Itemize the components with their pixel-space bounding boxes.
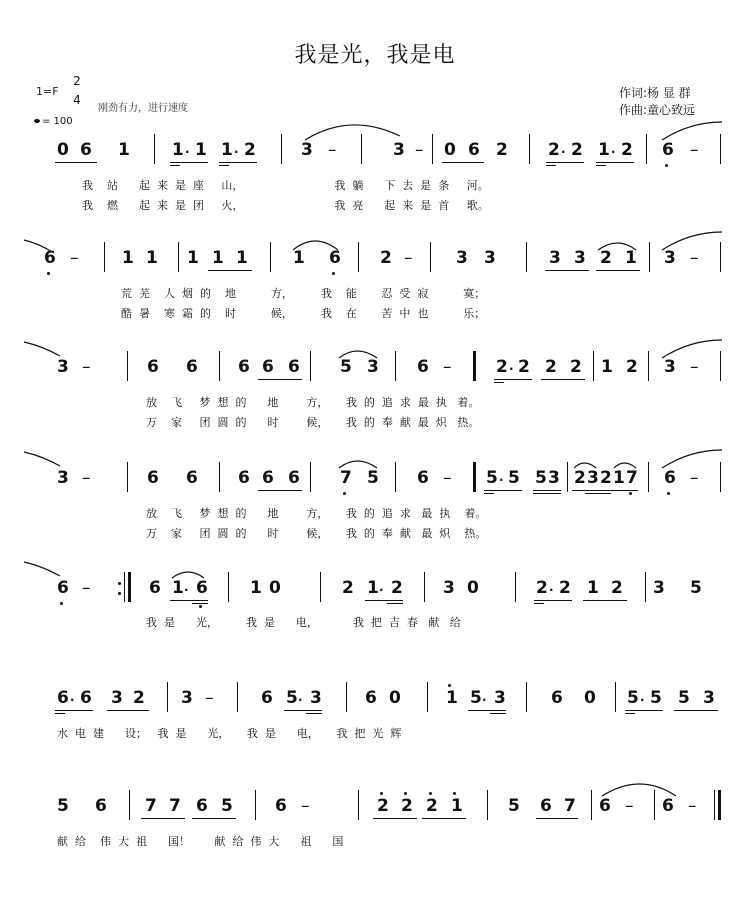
performance-style: 刚劲有力，进行速度 — [98, 103, 188, 114]
tie-slur — [24, 452, 60, 466]
note: 6 — [468, 140, 480, 160]
note: 1 — [598, 140, 610, 160]
lyrics-line: 献 给 伟 大 祖 国！ 献 给 伟 大 祖 国 — [57, 835, 344, 848]
note: 1 — [172, 140, 184, 160]
tie-slur — [172, 572, 204, 578]
note: 3 — [301, 140, 313, 160]
time-signature-bottom: 4 — [73, 93, 81, 107]
tie-slur — [662, 122, 722, 140]
lyrics-verse-2: 酷 暑 寒 霜 的 时 候， 我 在 苦 中 也 乐； — [121, 307, 486, 320]
dash: – — [328, 140, 337, 160]
time-signature-top: 2 — [73, 74, 81, 88]
note: 2 — [496, 140, 508, 160]
note: 1 — [118, 140, 130, 160]
tie-slur — [662, 232, 722, 250]
notation-line: 6 · 6 3 2 3 – 6 5 · 3 6 0 1 5 · 3 6 0 5 · 5 5 3 — [0, 688, 750, 714]
note: 0 — [444, 140, 456, 160]
note: 6 — [662, 140, 674, 160]
tie-slur — [24, 240, 52, 252]
notation-line: 5 6 7 7 6 5 6 – 2 2 2 1 5 6 7 6 – 6 – — [0, 796, 750, 822]
tie-slur — [598, 243, 636, 250]
tie-slur — [662, 340, 722, 358]
key-signature: 1=F — [36, 85, 59, 98]
tie-slur — [614, 463, 636, 468]
tempo-marking: = 100 — [34, 116, 73, 127]
note: 0 — [57, 140, 69, 160]
note: 6 — [80, 140, 92, 160]
tie-slur — [305, 125, 400, 140]
tie-slur — [662, 450, 722, 468]
notation-line: 3 – 6 6 6 6 6 5 3 6 – 2 · 2 2 2 1 2 3 – — [0, 357, 750, 383]
note: 3 — [393, 140, 405, 160]
notation-line: 6 – 6 1 · 6 1 0 2 1 · 2 3 0 2 · 2 1 2 3 5 — [0, 578, 750, 604]
tie-slur — [293, 241, 338, 250]
dash: – — [415, 140, 424, 160]
composer-credit: 作曲:童心致远 — [619, 103, 696, 117]
lyrics-verse-1: 放 飞 梦 想 的 地 方， 我 的 追 求 最 执 着。 — [146, 507, 487, 520]
note: 2 — [244, 140, 256, 160]
song-title: 我是光，我是电 — [294, 43, 456, 68]
lyrics-verse-1: 放 飞 梦 想 的 地 方， 我 的 追 求 最 执 着。 — [146, 396, 480, 409]
lyrics-line: 我 是 光， 我 是 电， 我 把 吉 春 献 给 — [146, 616, 461, 629]
notation-line: 3 – 6 6 6 6 6 7 5 6 – 5 · 5 5 3 2 3 2 1 7 6 – — [0, 468, 750, 494]
tie-slur — [602, 784, 676, 796]
lyrics-line: 水 电 建 设； 我 是 光， 我 是 电， 我 把 光 辉 — [57, 727, 402, 740]
tie-slur — [574, 463, 596, 468]
note: 2 — [571, 140, 583, 160]
lyrics-verse-1: 荒 芜 人 烟 的 地 方， 我 能 忍 受 寂 寞； — [121, 287, 486, 300]
note: 2 — [548, 140, 560, 160]
dash: – — [690, 140, 699, 160]
note: 1 — [195, 140, 207, 160]
lyricist-credit: 作词:杨 显 群 — [619, 86, 691, 100]
notation-line: 6 – 1 1 1 1 1 1 6 2 – 3 3 3 3 2 1 3 – — [0, 248, 750, 274]
tie-slur — [24, 342, 60, 356]
notation-line: 0 6 1 1 · 1 1 · 2 3 – 3 – 0 6 2 2 · 2 1 · 2 6 – — [0, 140, 750, 166]
lyrics-verse-1: 我 站 起 来 是 座 山， 我 躺 下 去 是 条 河。 — [82, 179, 489, 192]
note: 2 — [621, 140, 633, 160]
lyrics-verse-2: 万 家 团 圆 的 时 候， 我 的 奉 献 最 炽 热。 — [146, 416, 480, 429]
lyrics-verse-2: 万 家 团 圆 的 时 候， 我 的 奉 献 最 炽 热。 — [146, 527, 487, 540]
tie-slur — [24, 562, 60, 576]
lyrics-verse-2: 我 燃 起 来 是 团 火， 我 亮 起 来 是 首 歌。 — [82, 199, 489, 212]
tie-slur — [339, 351, 377, 358]
note: 6 — [44, 248, 56, 268]
note: 1 — [221, 140, 233, 160]
tie-slur — [339, 461, 377, 468]
